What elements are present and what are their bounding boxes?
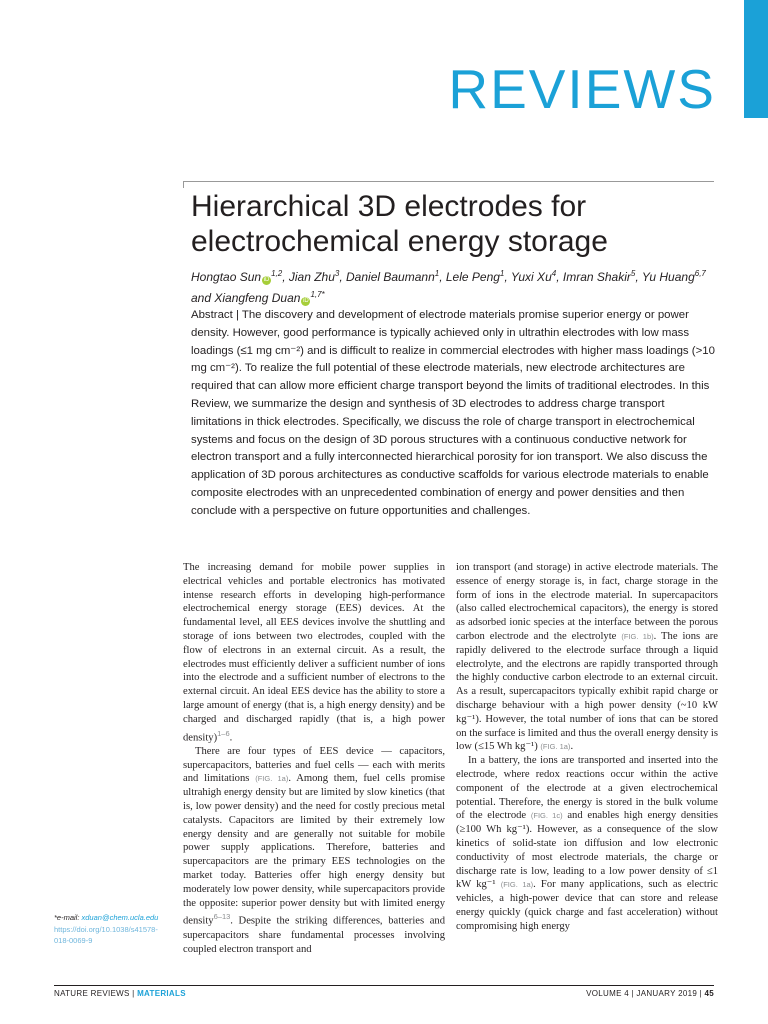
author-name: Yu Huang	[641, 270, 695, 284]
author-affiliation: 6,7	[694, 269, 706, 278]
author[interactable]	[563, 270, 635, 284]
author-name: Hongtao Sun	[191, 270, 262, 284]
author-name: Xiangfeng Duan	[214, 291, 301, 305]
subjournal-name: MATERIALS	[137, 989, 186, 998]
body-paragraph: ion transport (and storage) in active electrode materials. The essence of energy storage is, in fact, charge storage in the form of ions in the electrode material. In supercapacitors (also called electrochemical capacitors), the energy is stored as adsorbed ionic species at the interface between the porous carbon electrode and the electrolyte (FIG. 1b). The ions are rapidly delivered to the electrode surface through a liquid electrolyte, and the electrons are rapidly transported through the highly conductive carbon electrode to an external circuit. As a result, supercapacitors typically exhibit rapid charge or discharge behaviour with a high power density (~10 kW kg⁻¹). However, the total number of ions that can be stored on the surface is limited and thus the overall energy density is low (≤15 Wh kg⁻¹) (FIG. 1a).	[456, 562, 719, 753]
accent-bar	[744, 0, 768, 118]
author[interactable]	[642, 270, 706, 284]
author-affiliation: 3	[334, 269, 340, 278]
body-column-right	[456, 561, 718, 934]
abstract-label: Abstract	[191, 309, 233, 321]
author[interactable]	[346, 270, 439, 284]
citation[interactable]: 6–13	[213, 912, 231, 922]
figure-link-1b[interactable]: (FIG. 1b)	[621, 631, 654, 641]
figure-link-1a[interactable]: (FIG. 1a)	[500, 880, 534, 890]
author-affiliation: 4	[551, 269, 557, 278]
author-affiliation: 5	[630, 269, 636, 278]
orcid-icon[interactable]: iD	[263, 277, 270, 283]
figure-link-1a[interactable]: (FIG. 1a)	[255, 774, 289, 784]
footer-rule	[54, 985, 714, 986]
figure-link-1a[interactable]: (FIG. 1a)	[540, 742, 571, 752]
article-title: Hierarchical 3D electrodes for electrochemical energy storage	[191, 190, 608, 258]
abstract: Abstract | The discovery and development of electrode materials promise superior energy or power density. However, good performance is typically achieved only in ultrathin electrodes with low mass loadings (≤1 mg cm⁻²) and is difficult to realize in commercial electrodes with higher mass loadings (>10 mg cm⁻²). To realize the full potential of these electrode materials, new electrode architectures are required that can allow more efficient charge transport beyond the limits of traditional electrodes. In this Review, we summarize the design and synthesis of 3D electrodes to address charge transport limitations in thick electrodes. Specifically, we discuss the role of charge transport in electrochemical systems and focus on the design of 3D porous structures with a continuous conductive network for electron transport and a fully interconnected hierarchical porosity for ion transport. We also discuss the application of 3D porous architectures as conductive scaffolds for various electrode materials to enable composite electrodes with an unprecedented combination of energy and power densities and then conclude with a perspective on future opportunities and challenges.	[191, 309, 715, 517]
author-affiliation: 1,7*	[310, 290, 325, 299]
issue-info: VOLUME 4 | JANUARY 2019 |	[586, 989, 705, 998]
section-label: REVIEWS	[448, 58, 716, 120]
footer-journal: NATURE REVIEWS | MATERIALS	[54, 989, 186, 998]
email-link[interactable]: xduan@chem.ucla.edu	[81, 913, 159, 922]
author-name: Daniel Baumann	[346, 270, 435, 284]
author[interactable]	[511, 270, 556, 284]
author[interactable]	[446, 270, 505, 284]
author-affiliation: 1	[434, 269, 440, 278]
footer-issue	[586, 989, 714, 998]
doi-link[interactable]: https://doi.org/10.1038/s41578-018-0069-9	[54, 924, 158, 945]
author[interactable]	[191, 270, 282, 284]
author[interactable]	[289, 270, 339, 284]
figure-link-1c[interactable]: (FIG. 1c)	[530, 811, 563, 821]
email-label: *e-mail:	[54, 913, 82, 922]
body-paragraph: There are four types of EES device — capacitors, supercapacitors, batteries and fuel cells — each with merits and limitations (FIG. 1a). Among them, fuel cells promise ultrahigh energy density but are limited by slow kinetics (that is, low power density) and the need for costly precious metal catalysts. Capacitors are limited by their extremely low energy density and are generally not suitable for mobile power supply applications. Therefore, batteries and supercapacitors are the primary EES technologies on the market today. Batteries offer high energy density but moderately low power density, while supercapacitors provide the opposite: superior power density but with limited energy density$^{6-13}$. Despite the striking differences, batteries and supercapacitors share fundamental processes involving coupled electron transport and	[183, 745, 445, 955]
title-bracket	[183, 181, 714, 188]
author-list: Hongtao Sun iD$^{1,2}$, Jian Zhu$^3$, Daniel Baumann$^1$, Lele Peng$^1$, Yuxi Xu$^4$, Imran Shakir$^5$, Yu Huang$^{6,7}$ and Xiangfeng Duan $iD^{1,7*}$	[191, 269, 706, 305]
orcid-icon[interactable]: iD	[303, 298, 309, 304]
author-name: Imran Shakir	[562, 270, 631, 284]
body-paragraph: The increasing demand for mobile power supplies in electrical vehicles and portable electronics has motivated intense research efforts in developing high-performance electrochemical energy storage (EES) devices. At the fundamental level, all EES devices involve the shuttling and storage of ions between two electrodes, coupled with the flow of electrons in an external circuit. As a result, the electrodes must efficiently deliver a sufficient number of ions into the electrode and a sufficient number of electrons to the external circuit. An ideal EES device has the ability to store a large amount of energy (that is, a high energy density) and be charged and discharged rapidly (that is, a high power density)$^{1-6}$.	[183, 562, 445, 744]
author-affiliation: 1	[499, 269, 505, 278]
citation[interactable]: 1–6	[217, 728, 230, 738]
journal-name: NATURE REVIEWS	[54, 989, 130, 998]
body-column-left	[183, 561, 445, 956]
body-paragraph: In a battery, the ions are transported and inserted into the electrode, where redox reactions occur within the active component of the electrode at a given electrochemical potential. Therefore, the energy is stored in the bulk volume of the electrode (FIG. 1c) and enables high energy densities (≥100 Wh kg⁻¹). However, as a consequence of the slow kinetics of solid-state ion diffusion and low electronic conductivity of most electrode materials, the charge or discharge rate is low, leading to a low power density of ≤1 kW kg⁻¹ (FIG. 1a). For many applications, such as electric vehicles, a high-power device that can store and release energy quickly (quick charge and fast acceleration) without compromising high energy	[456, 755, 718, 932]
author[interactable]	[214, 291, 324, 305]
correspondence-note	[54, 912, 164, 947]
author-affiliation: 1,2	[271, 269, 283, 278]
abstract-text: The discovery and development of electrode materials promise superior energy or power density. However, good performance is typically achieved only in ultrathin electrodes with low mass loadings (≤1 mg cm⁻²) and is difficult to realize in commercial electrodes with higher mass loadings (>10 mg cm⁻²). To realize the full potential of these electrode materials, new electrode architectures are required that can allow more efficient charge transport beyond the limits of traditional electrodes. In this Review, we summarize the design and synthesis of 3D electrodes to address charge transport limitations in thick electrodes. Specifically, we discuss the role of charge transport in electrochemical systems and focus on the design of 3D porous structures with a continuous conductive network for electron transport and a fully interconnected hierarchical porosity for ion transport. We also discuss the application of 3D porous architectures as conductive scaffolds for various electrode materials to enable composite electrodes with an unprecedented combination of energy and power densities and then conclude with a perspective on future opportunities and challenges.	[191, 309, 715, 517]
author-name: Jian Zhu	[288, 270, 335, 284]
page-number: 45	[704, 989, 714, 998]
author-name: Lele Peng	[445, 270, 500, 284]
author-name: Yuxi Xu	[510, 270, 552, 284]
